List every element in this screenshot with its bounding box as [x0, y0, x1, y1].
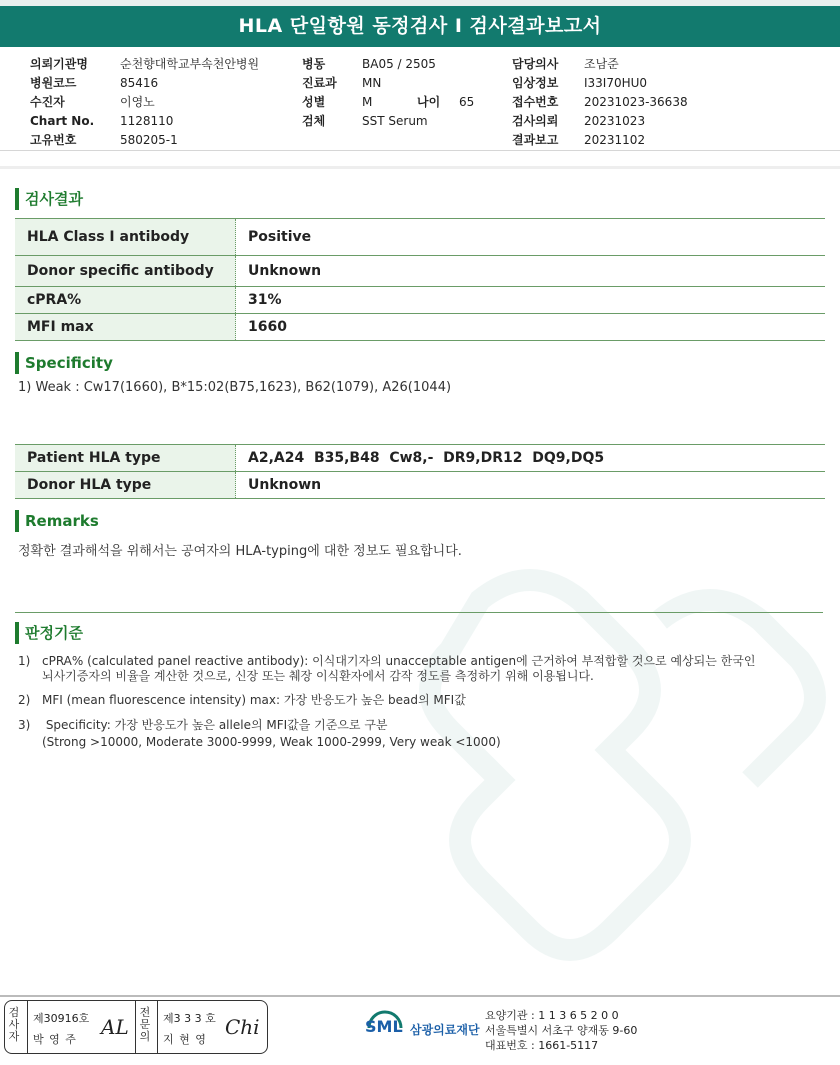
- examiner-name: 박 영 주: [33, 1033, 77, 1046]
- criteria-line: MFI (mean fluorescence intensity) max: 가장 반응도가 높은 bead의 MFI값: [42, 693, 466, 707]
- signature-box: [4, 1000, 268, 1054]
- criteria-number: 1): [18, 654, 31, 668]
- label-age: 나이: [417, 95, 441, 109]
- value-institution: 순천향대학교부속천안병원: [120, 57, 260, 71]
- watermark-cross-icon: [330, 560, 830, 990]
- label-sex: 성별: [302, 95, 326, 109]
- row-key: Donor specific antibody: [15, 256, 236, 287]
- section-title-remarks: Remarks: [15, 510, 99, 532]
- value-unique-id: 580205-1: [120, 133, 178, 147]
- sml-logo: [365, 1008, 405, 1048]
- footer-divider: [0, 995, 840, 997]
- label-department: 진료과: [302, 76, 337, 90]
- row-value: 1660: [236, 314, 826, 341]
- examiner-signature: AL: [101, 1015, 129, 1039]
- section-title-specificity: Specificity: [15, 352, 113, 374]
- divider-light: [0, 166, 840, 169]
- remarks-text: 정확한 결과해석을 위해서는 공여자의 HLA-typing에 대한 정보도 필요합니다.: [18, 544, 462, 559]
- specialist-signature: Chi: [225, 1015, 260, 1039]
- specialist-name: 지 현 영: [163, 1033, 207, 1046]
- row-value: Unknown: [236, 256, 826, 287]
- org-line: 요양기관 : 1 1 3 6 5 2 0 0: [485, 1009, 619, 1022]
- org-info: [485, 1008, 637, 1053]
- row-value: A2,A24 B35,B48 Cw8,- DR9,DR12 DQ9,DQ5: [236, 445, 826, 472]
- value-doctor: 조남준: [584, 57, 619, 71]
- header-col2: [302, 55, 474, 131]
- table-row: [15, 256, 825, 287]
- label-institution: 의뢰기관명: [30, 57, 88, 71]
- table-row: [15, 445, 825, 472]
- divider: [157, 1001, 158, 1053]
- value-specimen: SST Serum: [362, 114, 428, 128]
- row-value: Unknown: [236, 472, 826, 499]
- section-title-results: 검사결과: [15, 188, 83, 210]
- specialist-label: 전 문 의: [139, 1006, 151, 1043]
- header-col1: [30, 55, 259, 150]
- label-patient: 수진자: [30, 95, 65, 109]
- criteria-item: [18, 717, 818, 751]
- org-line: 서울특별시 서초구 양재동 9-60: [485, 1024, 638, 1037]
- criteria-item: [18, 692, 818, 710]
- section-title-criteria: 판정기준: [15, 622, 83, 644]
- examiner-license: 제30916호: [33, 1012, 90, 1025]
- label-specimen: 검체: [302, 114, 326, 128]
- value-age: 65: [459, 95, 475, 109]
- row-key: Patient HLA type: [15, 445, 236, 472]
- table-row: [15, 219, 825, 256]
- value-department: MN: [362, 76, 382, 90]
- value-patient: 이영노: [120, 95, 155, 109]
- table-row: [15, 287, 825, 314]
- hla-table: [15, 444, 825, 499]
- value-report-date: 20231102: [584, 133, 646, 147]
- value-ward: BA05 / 2505: [362, 57, 436, 71]
- label-receipt-no: 접수번호: [512, 95, 559, 109]
- divider: [135, 1001, 136, 1053]
- criteria-item: [18, 653, 818, 687]
- org-line: 대표번호 : 1661-5117: [485, 1039, 599, 1052]
- label-unique-id: 고유번호: [30, 133, 77, 147]
- row-key: MFI max: [15, 314, 236, 341]
- divider: [0, 150, 840, 151]
- report-title: HLA 단일항원 동정검사 I 검사결과보고서: [238, 15, 602, 37]
- label-clinical-info: 임상정보: [512, 76, 559, 90]
- criteria-number: 2): [18, 693, 31, 707]
- criteria-line: (Strong >10000, Moderate 3000-9999, Weak 1000-2999, Very weak <1000): [42, 735, 501, 749]
- divider: [27, 1001, 28, 1053]
- examiner-label: 검 사 자: [8, 1006, 20, 1043]
- criteria-number: 3): [18, 718, 31, 732]
- row-key: cPRA%: [15, 287, 236, 314]
- criteria-line: cPRA% (calculated panel reactive antibody): 이식대기자의 unacceptable antigen에 근거하여 부적합할 것으로 예상되는 한국인: [42, 654, 756, 668]
- specialist-license: 제3 3 3 호: [163, 1012, 216, 1025]
- org-name: 삼광의료재단: [410, 1023, 480, 1037]
- label-ward: 병동: [302, 57, 326, 71]
- criteria-line: Specificity: 가장 반응도가 높은 allele의 MFI값을 기준으로 구분: [42, 718, 388, 732]
- criteria-line: 뇌사기증자의 비율을 계산한 것으로, 신장 또는 췌장 이식환자에서 감작 정도를 측정하기 위해 이용됩니다.: [42, 669, 594, 683]
- label-hospital-code: 병원코드: [30, 76, 77, 90]
- results-table: [15, 218, 825, 341]
- header-col3: [512, 55, 688, 150]
- row-key: HLA Class I antibody: [15, 219, 236, 256]
- label-request-date: 검사의뢰: [512, 114, 559, 128]
- label-doctor: 담당의사: [512, 57, 559, 71]
- label-chart-no: Chart No.: [30, 114, 95, 128]
- table-row: [15, 314, 825, 341]
- value-receipt-no: 20231023-36638: [584, 95, 688, 109]
- specificity-text: 1) Weak : Cw17(1660), B*15:02(B75,1623), B62(1079), A26(1044): [18, 380, 452, 395]
- value-chart-no: 1128110: [120, 114, 174, 128]
- row-value: Positive: [236, 219, 826, 256]
- row-value: 31%: [236, 287, 826, 314]
- report-banner: [0, 0, 840, 47]
- value-clinical-info: I33I70HU0: [584, 76, 648, 90]
- row-key: Donor HLA type: [15, 472, 236, 499]
- divider: [15, 612, 823, 613]
- value-sex: M: [362, 95, 373, 109]
- logo-text: SML: [365, 1017, 403, 1036]
- value-hospital-code: 85416: [120, 76, 159, 90]
- table-row: [15, 472, 825, 499]
- value-request-date: 20231023: [584, 114, 646, 128]
- label-report-date: 결과보고: [512, 133, 559, 147]
